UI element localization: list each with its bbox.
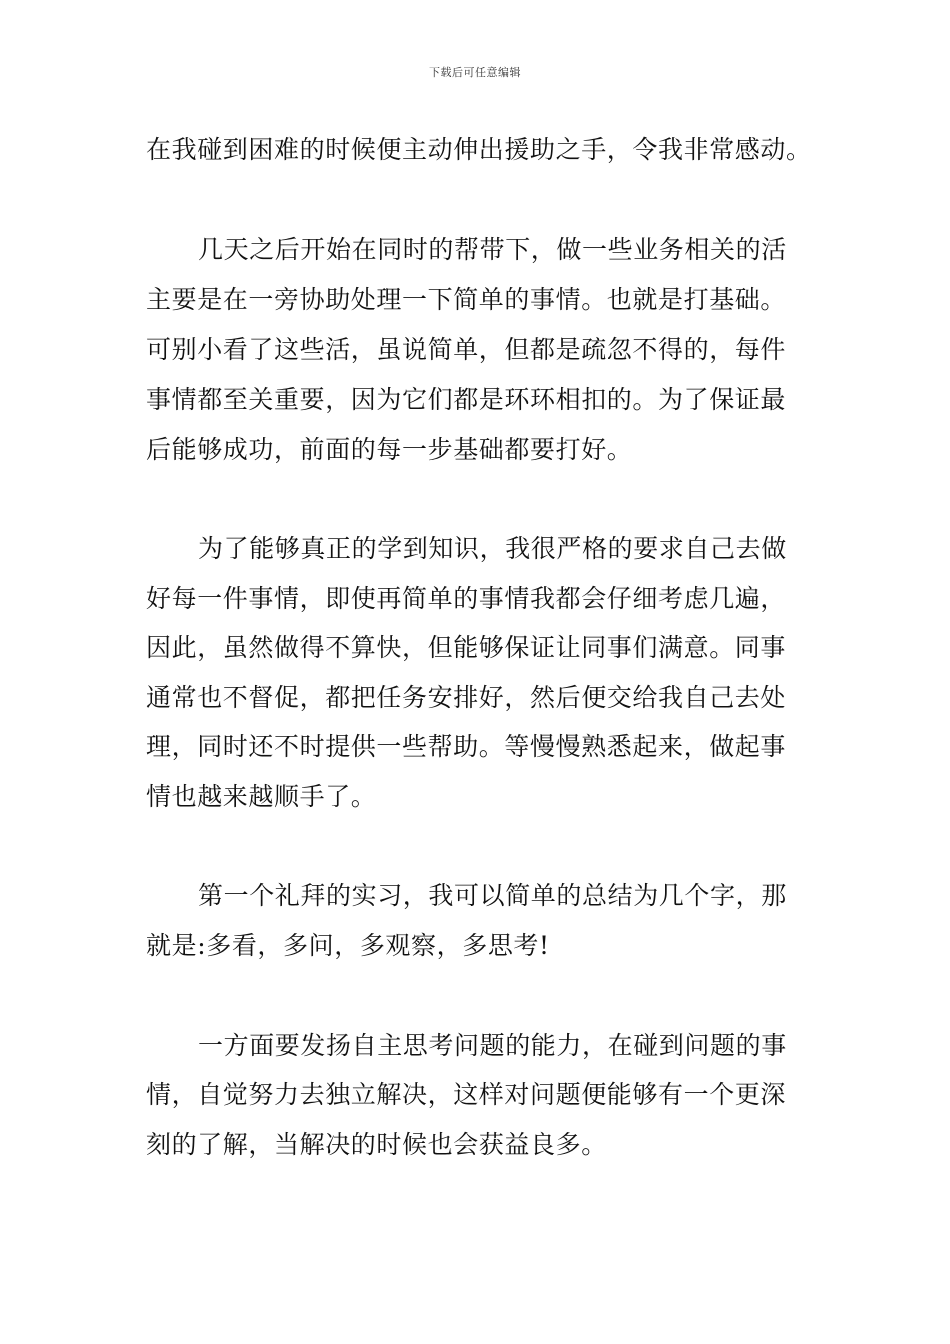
paragraph-3-line-6: 情也越来越顺手了。 bbox=[146, 782, 377, 811]
paragraph-2-line-1: 几天之后开始在同时的帮带下，做一些业务相关的活 bbox=[198, 235, 787, 264]
paragraph-3-line-4: 通常也不督促，都把任务安排好，然后便交给我自己去处 bbox=[146, 683, 787, 712]
paragraph-5-line-3: 刻的了解，当解决的时候也会获益良多。 bbox=[146, 1130, 607, 1159]
paragraph-2-line-4: 事情都至关重要，因为它们都是环环相扣的。为了保证最 bbox=[146, 385, 787, 414]
paragraph-3-line-3: 因此，虽然做得不算快，但能够保证让同事们满意。同事 bbox=[146, 633, 787, 662]
paragraph-2-line-5: 后能够成功，前面的每一步基础都要打好。 bbox=[146, 435, 633, 464]
paragraph-2-line-3: 可别小看了这些活，虽说简单，但都是疏忽不得的，每件 bbox=[146, 335, 787, 364]
paragraph-3-line-1: 为了能够真正的学到知识，我很严格的要求自己去做 bbox=[198, 534, 787, 563]
paragraph-2-line-2: 主要是在一旁协助处理一下简单的事情。也就是打基础。 bbox=[146, 285, 787, 314]
paragraph-5-line-2: 情，自觉努力去独立解决，这样对问题便能够有一个更深 bbox=[146, 1080, 787, 1109]
paragraph-4-line-1: 第一个礼拜的实习，我可以简单的总结为几个字，那 bbox=[198, 881, 787, 910]
paragraph-5-line-1: 一方面要发扬自主思考问题的能力，在碰到问题的事 bbox=[198, 1031, 787, 1060]
paragraph-3-line-5: 理，同时还不时提供一些帮助。等慢慢熟悉起来，做起事 bbox=[146, 732, 787, 761]
paragraph-1-line-1: 在我碰到困难的时候便主动伸出援助之手，令我非常感动。 bbox=[146, 135, 812, 164]
paragraph-3-line-2: 好每一件事情，即使再简单的事情我都会仔细考虑几遍， bbox=[146, 584, 787, 613]
header-note: 下载后可任意编辑 bbox=[429, 66, 521, 79]
paragraph-4-line-2: 就是:多看，多问，多观察，多思考! bbox=[146, 931, 550, 960]
